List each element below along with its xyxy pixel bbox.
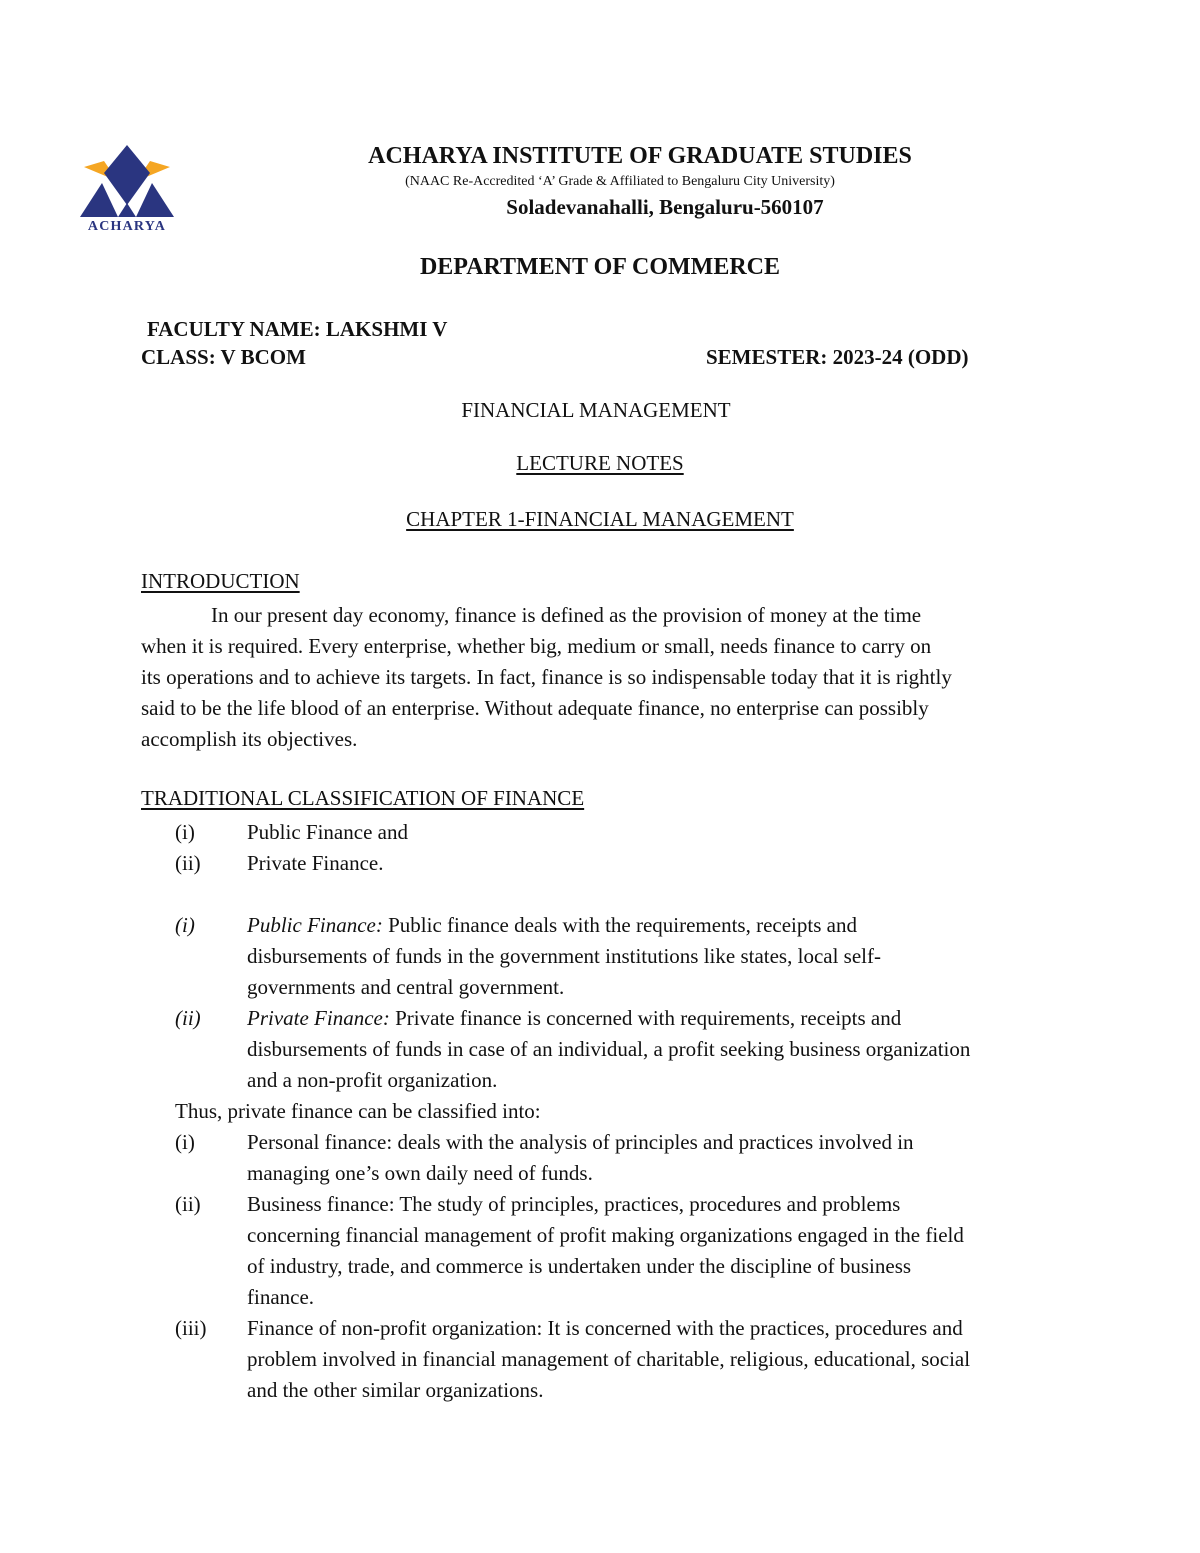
list-number: (i) xyxy=(175,1130,195,1154)
subject-title: FINANCIAL MANAGEMENT xyxy=(461,398,731,422)
list-text: Private Finance. xyxy=(247,851,384,875)
thus-line: Thus, private finance can be classified into: xyxy=(175,1099,541,1123)
semester: SEMESTER: 2023-24 (ODD) xyxy=(706,345,969,369)
private-finance-text: disbursements of funds in case of an individual, a profit seeking business organization xyxy=(247,1037,971,1061)
list-item xyxy=(0,1313,1200,1406)
introduction-heading: INTRODUCTION xyxy=(141,569,300,593)
chapter-title xyxy=(0,507,1200,532)
accreditation-line: (NAAC Re-Accredited ‘A’ Grade & Affiliated to Bengaluru City University) xyxy=(405,174,835,189)
public-finance-number: (i) xyxy=(175,913,195,937)
list-text: concerning financial management of profit making organizations engaged in the field xyxy=(247,1223,964,1247)
lecture-notes-title xyxy=(0,451,1200,476)
lecture-notes-text: LECTURE NOTES xyxy=(516,451,684,475)
public-finance-item xyxy=(0,910,1200,1003)
faculty-name: FACULTY NAME: LAKSHMI V xyxy=(147,317,448,341)
classification-heading: TRADITIONAL CLASSIFICATION OF FINANCE xyxy=(141,786,585,810)
list-number: (ii) xyxy=(175,1192,201,1216)
intro-line: said to be the life blood of an enterprise. Without adequate finance, no enterprise can possibly xyxy=(141,696,929,720)
list-text: managing one’s own daily need of funds. xyxy=(247,1161,593,1185)
public-finance-term: Public Finance: xyxy=(247,913,383,937)
list-item xyxy=(0,1189,1200,1313)
private-finance-term: Private Finance: xyxy=(247,1006,390,1030)
list-text: of industry, trade, and commerce is undertaken under the discipline of business xyxy=(247,1254,912,1278)
list-text: Finance of non-profit organization: It is concerned with the practices, procedures and xyxy=(247,1316,963,1340)
intro-line: accomplish its objectives. xyxy=(141,727,358,751)
intro-line: In our present day economy, finance is defined as the provision of money at the time xyxy=(211,603,922,627)
public-finance-text: governments and central government. xyxy=(247,975,565,999)
private-finance-text: and a non-profit organization. xyxy=(247,1068,498,1092)
department-title: DEPARTMENT OF COMMERCE xyxy=(419,254,781,280)
list-item xyxy=(0,817,1200,848)
list-text: and the other similar organizations. xyxy=(247,1378,544,1402)
private-finance-number: (ii) xyxy=(175,1006,201,1030)
list-number: (i) xyxy=(175,820,195,844)
private-finance-text: Private finance is concerned with requirements, receipts and xyxy=(389,1006,902,1030)
logo-text: ACHARYA xyxy=(87,219,167,234)
chapter-title-text: CHAPTER 1-FINANCIAL MANAGEMENT xyxy=(406,507,794,531)
institute-name: ACHARYA INSTITUTE OF GRADUATE STUDIES xyxy=(368,143,912,169)
public-finance-text: disbursements of funds in the government institutions like states, local self- xyxy=(247,944,881,968)
list-number: (ii) xyxy=(175,851,201,875)
list-number: (iii) xyxy=(175,1316,207,1340)
list-text: Public Finance and xyxy=(247,820,408,844)
private-finance-item xyxy=(0,1003,1200,1096)
intro-line: when it is required. Every enterprise, whether big, medium or small, needs finance to carry on xyxy=(141,634,932,658)
list-text: Business finance: The study of principles, practices, procedures and problems xyxy=(247,1192,901,1216)
class-name: CLASS: V BCOM xyxy=(141,345,306,369)
intro-line: its operations and to achieve its targets. In fact, finance is so indispensable today that it is rightly xyxy=(141,665,952,689)
list-item xyxy=(0,1127,1200,1189)
public-finance-text: Public finance deals with the requirements, receipts and xyxy=(382,913,857,937)
list-text: Personal finance: deals with the analysis of principles and practices involved in xyxy=(247,1130,914,1154)
institute-address: Soladevanahalli, Bengaluru-560107 xyxy=(506,195,824,219)
introduction-paragraph xyxy=(141,600,1081,755)
list-item xyxy=(0,848,1200,879)
list-text: problem involved in financial management of charitable, religious, educational, social xyxy=(247,1347,971,1371)
list-text: finance. xyxy=(247,1285,315,1309)
